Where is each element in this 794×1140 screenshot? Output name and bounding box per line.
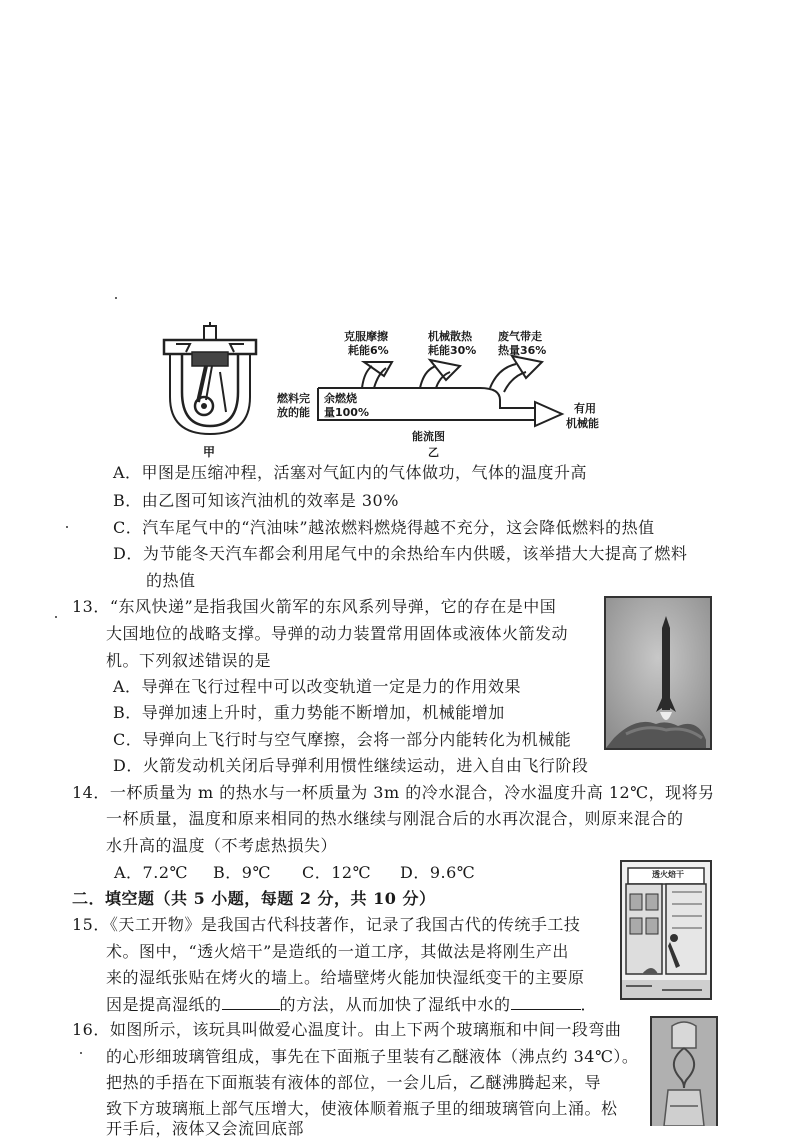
label-exhaust-2: 热量36%: [498, 344, 547, 357]
q13-stem-line1: 13．“东风快递”是指我国火箭军的东风系列导弹，它的存在是中国: [72, 597, 557, 616]
label-friction-1: 克服摩擦: [344, 330, 388, 343]
label-useful-1: 有用: [574, 402, 596, 415]
rocket-launch-image: [606, 598, 710, 748]
q13-option-d: D．火箭发动机关闭后导弹利用惯性继续运动，进入自由飞行阶段: [113, 756, 589, 775]
figure-label-jia: 甲: [203, 445, 216, 459]
label-heat-1: 机械散热: [428, 330, 472, 343]
paper-drying-drawing: [622, 862, 710, 998]
q16-stem-line1: 16．如图所示，该玩具叫做爱心温度计。由上下两个玻璃瓶和中间一段弯曲: [72, 1020, 622, 1039]
q13-option-c: C．导弹向上飞行时与空气摩擦，会将一部分内能转化为机械能: [113, 730, 572, 749]
scan-speck: [80, 1052, 82, 1054]
label-friction-2: 耗能6%: [348, 344, 389, 357]
q14-option-c: C．12℃: [302, 863, 372, 882]
love-thermometer-photo: [650, 1016, 718, 1126]
section-2-heading: 二．填空题（共 5 小题，每题 2 分，共 10 分）: [72, 889, 436, 908]
q14-stem-line3: 水升高的温度（不考虑热损失）: [106, 836, 338, 855]
label-heat-2: 耗能30%: [428, 344, 477, 357]
q16-stem-line3: 把热的手捂在下面瓶装有液体的部位，一会儿后，乙醚沸腾起来，导: [106, 1073, 602, 1092]
figure-label-yi: 乙: [428, 446, 439, 459]
q15-stem-line4: [106, 993, 597, 1016]
label-fuel-1: 燃料完: [277, 392, 310, 405]
q15-stem-line2: 术。图中，“透火焙干”是造纸的一道工序，其做法是将刚生产出: [106, 942, 569, 961]
label-useful-2: 机械能: [566, 417, 599, 430]
figure-engine-jia: [160, 322, 260, 437]
illustration-caption: 透火焙干: [652, 870, 684, 879]
q13-option-b: B．导弹加速上升时，重力势能不断增加，机械能增加: [113, 703, 505, 722]
label-fuel-2: 放的能: [277, 406, 310, 419]
q15-blank-2[interactable]: [511, 993, 581, 1010]
q16-stem-line4: 致下方玻璃瓶上部气压增大，使液体顺着瓶子里的细玻璃管向上涌。松: [106, 1099, 618, 1118]
energy-flow-title: 能流图: [412, 430, 445, 443]
love-thermometer-image: [652, 1018, 716, 1126]
q12-option-d: D．为节能冬天汽车都会利用尾气中的余热给车内供暖，该举措大大提高了燃料: [113, 544, 688, 563]
q15-blank-1[interactable]: [222, 993, 280, 1010]
scan-speck: [115, 297, 117, 299]
figure-energy-flow-yi: [300, 348, 600, 433]
q13-option-a: A．导弹在飞行过程中可以改变轨道一定是力的作用效果: [113, 677, 522, 696]
q12-option-c: C．汽车尾气中的“汽油味”越浓燃料燃烧得越不充分，这会降低燃料的热值: [113, 518, 655, 537]
scan-speck: [66, 526, 68, 528]
paper-drying-illustration: [620, 860, 712, 1000]
q14-option-d: D．9.6℃: [400, 863, 476, 882]
q12-option-b: B．由乙图可知该汽油机的效率是 30%: [113, 491, 399, 510]
engine-cylinder-drawing: [160, 322, 260, 437]
q15-stem-line1: 15．《天工开物》是我国古代科技著作，记录了我国古代的传统手工技: [72, 915, 581, 934]
q14-stem-line2: 一杯质量，温度和原来相同的热水继续与刚混合后的水再次混合，则原来混合的: [106, 809, 684, 828]
q12-option-d-cont: 的热值: [146, 571, 196, 590]
q12-option-a: A．甲图是压缩冲程，活塞对气缸内的气体做功，气体的温度升高: [113, 463, 588, 482]
q16-stem-line5: 开手后，液体又会流回底部: [106, 1119, 305, 1138]
q14-option-b: B．9℃: [213, 863, 271, 882]
label-residual-2: 量100%: [324, 406, 369, 419]
q13-stem-line2: 大国地位的战略支撑。导弹的动力装置常用固体或液体火箭发动: [106, 624, 569, 643]
scan-speck: [55, 616, 57, 618]
q14-stem-line1: 14．一杯质量为 m 的热水与一杯质量为 3m 的冷水混合，冷水温度升高 12℃，现将另: [72, 783, 715, 802]
q13-stem-line3: 机。下列叙述错误的是: [106, 651, 272, 670]
q15-text-before-blank1: 因是提高湿纸的: [106, 995, 222, 1014]
label-exhaust-1: 废气带走: [498, 330, 542, 343]
label-residual-1: 余燃烧: [324, 392, 357, 405]
q15-text-before-blank2: 的方法，从而加快了湿纸中水的: [279, 995, 511, 1014]
q16-stem-line2: 的心形细玻璃管组成，事先在下面瓶子里装有乙醚液体（沸点约 34℃）。: [106, 1047, 639, 1066]
q14-option-a: A．7.2℃: [114, 863, 188, 882]
q15-end-punct: ．: [580, 995, 598, 1014]
q15-stem-line3: 来的湿纸张贴在烤火的墙上。给墙壁烤火能加快湿纸变干的主要原: [106, 968, 585, 987]
rocket-photo: [604, 596, 712, 750]
energy-flow-arrows: [300, 348, 600, 433]
